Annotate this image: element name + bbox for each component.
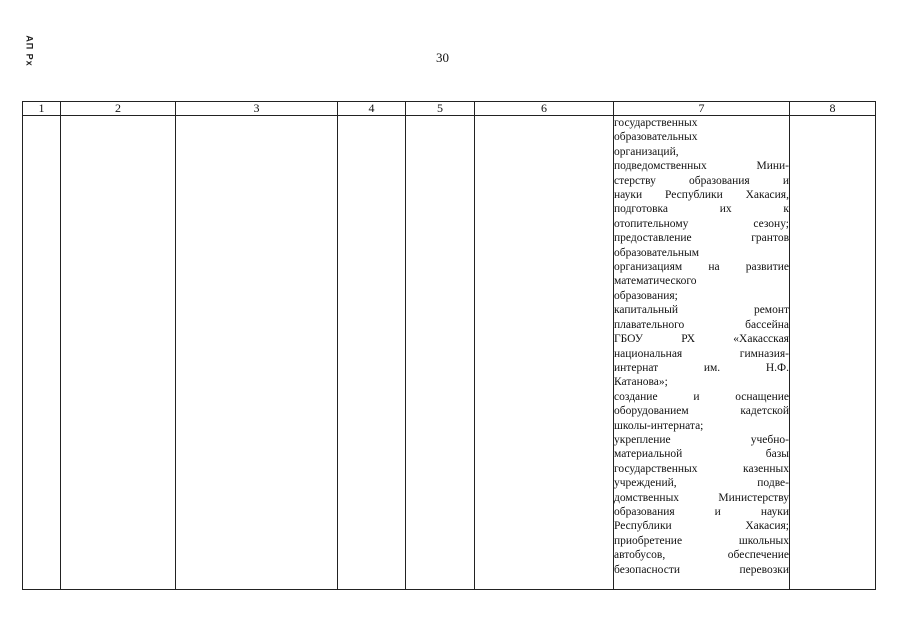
- text-word: и: [714, 505, 721, 518]
- text-word: образования: [614, 505, 675, 518]
- text-word: ремонт: [753, 304, 789, 317]
- text-word: и: [693, 390, 700, 403]
- text-word: РХ: [681, 333, 696, 346]
- text-word: укрепление: [614, 433, 671, 446]
- table-cell-col2: [61, 116, 176, 590]
- table-cell-col7: [614, 116, 790, 590]
- text-word: науки: [760, 505, 789, 518]
- text-word: интернат: [614, 361, 659, 374]
- text-line: [614, 491, 789, 505]
- text-word: развитие: [745, 261, 789, 274]
- table-cell-col1: [23, 116, 61, 590]
- text-word: Хакасия,: [745, 189, 789, 202]
- text-line: [614, 318, 789, 332]
- column-header-3: 3: [176, 102, 338, 116]
- text-word: плавательного: [614, 318, 685, 331]
- column-header-2: 2: [61, 102, 176, 116]
- column-header-6: 6: [475, 102, 614, 116]
- column-header-8: 8: [790, 102, 876, 116]
- text-word: подве-: [757, 477, 789, 490]
- text-line: [614, 260, 789, 274]
- text-line: [614, 231, 789, 245]
- text-word: капитальный: [614, 304, 679, 317]
- text-word: оборудованием: [614, 405, 689, 418]
- text-line: [614, 548, 789, 562]
- table-cell-col3: [176, 116, 338, 590]
- text-word: их: [719, 203, 732, 216]
- text-line: [614, 476, 789, 490]
- text-word: предоставление: [614, 232, 692, 245]
- text-word: на: [708, 261, 720, 274]
- text-line: [614, 519, 789, 533]
- table-cell-col5: [406, 116, 475, 590]
- data-table: [22, 101, 876, 590]
- side-stamp: [24, 35, 42, 72]
- text-line: организаций,: [614, 145, 679, 158]
- text-word: оснащение: [735, 390, 789, 403]
- text-line: [614, 159, 789, 173]
- text-word: обеспечение: [727, 549, 789, 562]
- text-line: образовательным: [614, 246, 700, 259]
- text-line: [614, 188, 789, 202]
- text-line: [614, 390, 789, 404]
- text-word: перевозки: [739, 563, 789, 576]
- text-word: Хакасия;: [745, 520, 789, 533]
- text-word: создание: [614, 390, 658, 403]
- text-line: [614, 462, 789, 476]
- text-word: Республики: [614, 520, 672, 533]
- text-word: учреждений,: [614, 477, 677, 490]
- text-word: к: [783, 203, 789, 216]
- text-word: домственных: [614, 491, 680, 504]
- text-word: казенных: [743, 462, 789, 475]
- text-word: безопасности: [614, 563, 681, 576]
- table-cell-col8: [790, 116, 876, 590]
- text-word: сезону;: [753, 217, 789, 230]
- text-word: Н.Ф.: [765, 361, 789, 374]
- column-header-1: 1: [23, 102, 61, 116]
- text-line: образовательных: [614, 131, 698, 144]
- text-line: [614, 361, 789, 375]
- text-word: науки: [614, 189, 643, 202]
- text-word: приобретение: [614, 534, 683, 547]
- column-header-7: 7: [614, 102, 790, 116]
- text-word: отопительному: [614, 217, 689, 230]
- text-word: грантов: [751, 232, 789, 245]
- text-line: [614, 404, 789, 418]
- text-line: [614, 534, 789, 548]
- header-row: [23, 102, 876, 116]
- text-word: стерству: [614, 174, 656, 187]
- text-word: материальной: [614, 448, 683, 461]
- column-header-5: 5: [406, 102, 475, 116]
- text-word: государственных: [614, 462, 698, 475]
- text-line: Катанова»;: [614, 376, 668, 389]
- text-word: учебно-: [750, 433, 789, 446]
- text-line: государственных: [614, 117, 698, 129]
- side-stamp-text: АП Рх: [24, 35, 35, 67]
- text-word: Министерству: [718, 491, 789, 504]
- text-line: [614, 217, 789, 231]
- text-line: образования;: [614, 289, 678, 302]
- text-line: [614, 332, 789, 346]
- text-word: автобусов,: [614, 549, 666, 562]
- text-word: и: [782, 174, 789, 187]
- table-cell-col6: [475, 116, 614, 590]
- text-word: подведомственных: [614, 160, 707, 173]
- text-word: кадетской: [740, 405, 789, 418]
- text-line: [614, 563, 789, 577]
- text-word: бассейна: [745, 318, 789, 331]
- text-word: гимназия-: [739, 347, 789, 360]
- text-word: национальная: [614, 347, 683, 360]
- text-word: Республики: [665, 189, 723, 202]
- text-line: [614, 202, 789, 216]
- text-word: организациям: [614, 261, 683, 274]
- text-word: подготовка: [614, 203, 669, 216]
- column-header-4: 4: [338, 102, 406, 116]
- text-line: [614, 447, 789, 461]
- text-word: Мини-: [756, 160, 789, 173]
- text-line: [614, 174, 789, 188]
- text-word: школьных: [738, 534, 789, 547]
- table-row: [23, 116, 876, 590]
- text-line: школы-интерната;: [614, 419, 704, 432]
- text-line: [614, 347, 789, 361]
- text-word: образования: [689, 174, 750, 187]
- text-line: математического: [614, 275, 697, 288]
- text-word: им.: [703, 361, 721, 374]
- text-word: базы: [765, 448, 789, 461]
- text-word: ГБОУ: [614, 333, 643, 346]
- table-cell-col4: [338, 116, 406, 590]
- text-word: «Хакасская: [733, 333, 789, 346]
- text-line: [614, 433, 789, 447]
- text-line: [614, 505, 789, 519]
- page-number: 30: [436, 50, 449, 65]
- text-line: [614, 303, 789, 317]
